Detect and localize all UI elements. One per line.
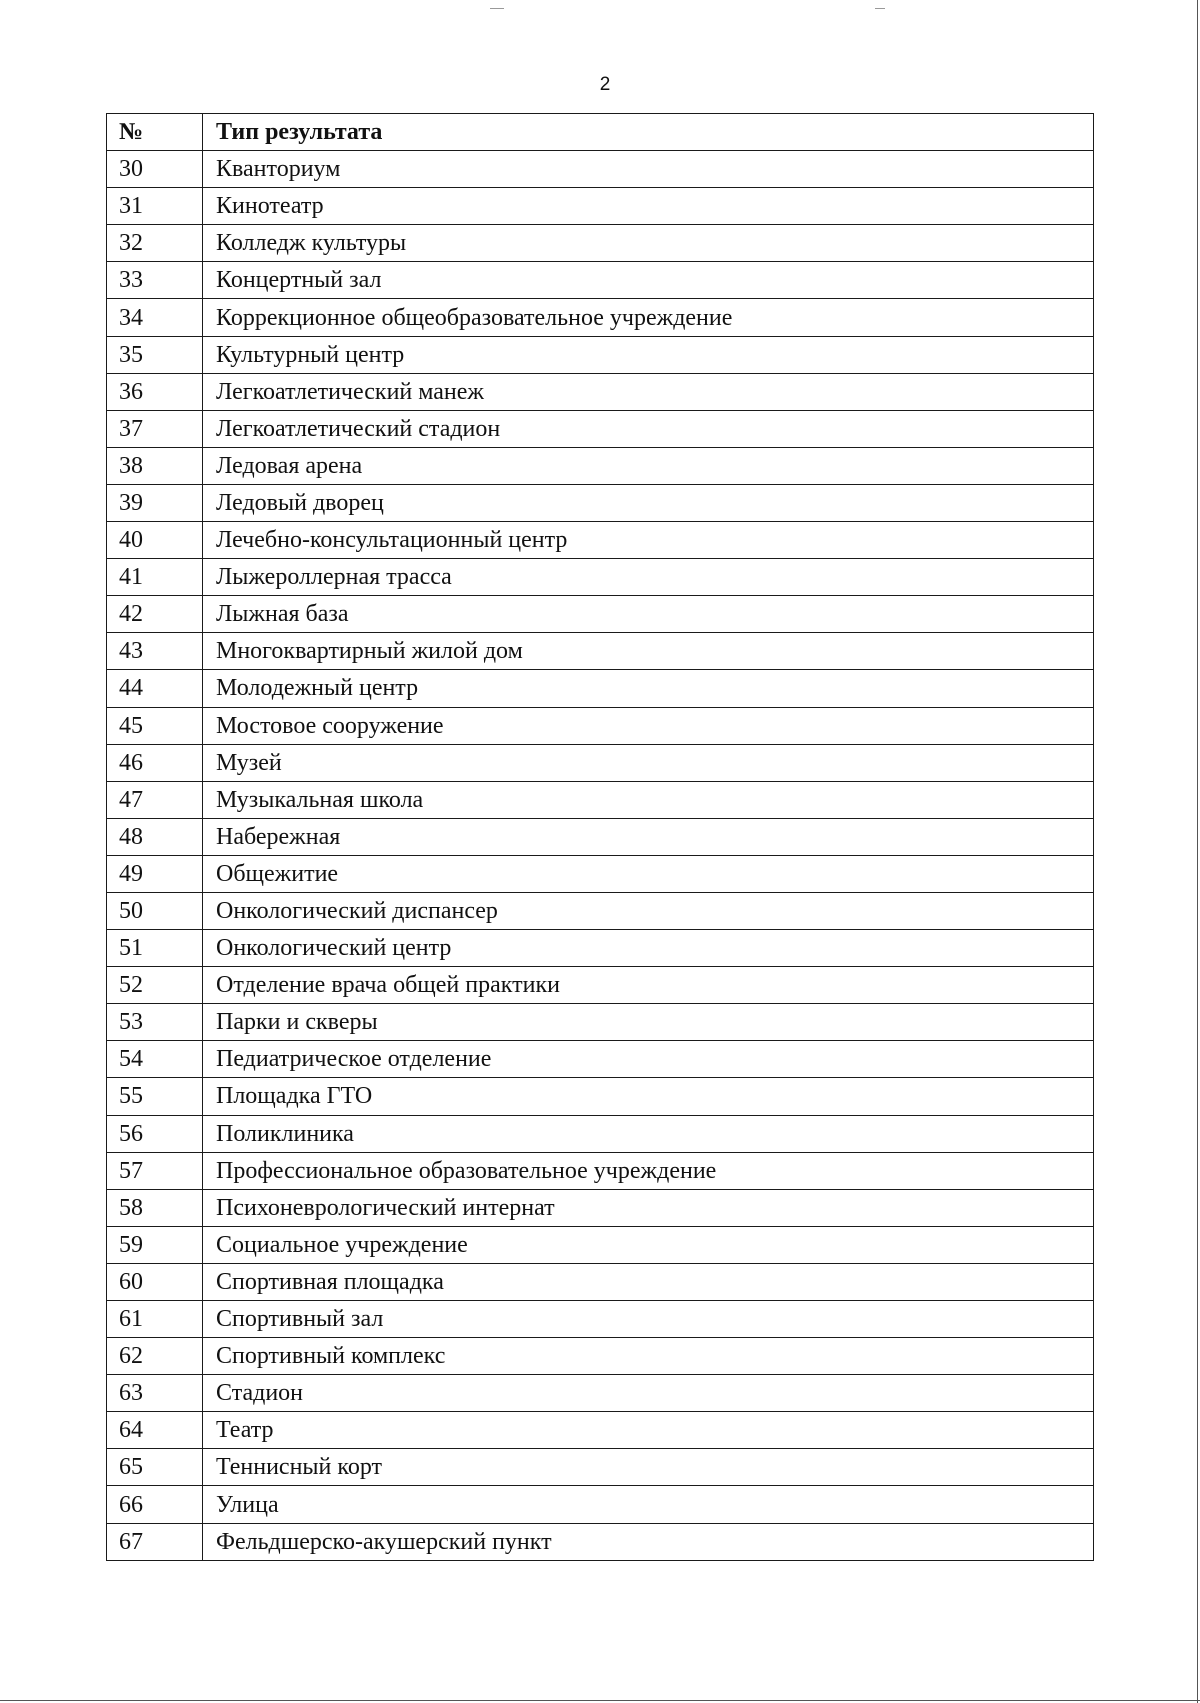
- row-type: Музей: [203, 744, 1094, 781]
- table-row: [107, 299, 1094, 336]
- result-type-table: [106, 113, 1094, 1561]
- row-number: 33: [107, 262, 203, 299]
- row-number: 44: [107, 670, 203, 707]
- row-number: 45: [107, 707, 203, 744]
- table-row: [107, 410, 1094, 447]
- row-number: 42: [107, 596, 203, 633]
- table-row: [107, 1486, 1094, 1523]
- table-row: [107, 262, 1094, 299]
- row-number: 31: [107, 188, 203, 225]
- table-row: [107, 1152, 1094, 1189]
- table-row: [107, 855, 1094, 892]
- row-number: 46: [107, 744, 203, 781]
- row-type: Лыжная база: [203, 596, 1094, 633]
- table-row: [107, 1226, 1094, 1263]
- row-number: 55: [107, 1078, 203, 1115]
- row-type: Спортивная площадка: [203, 1263, 1094, 1300]
- table-row: [107, 559, 1094, 596]
- table-row: [107, 1263, 1094, 1300]
- row-number: 40: [107, 522, 203, 559]
- row-number: 32: [107, 225, 203, 262]
- page-bottom-edge: [0, 1700, 1200, 1701]
- row-type: Кванториум: [203, 151, 1094, 188]
- row-number: 52: [107, 967, 203, 1004]
- table-row: [107, 1301, 1094, 1338]
- table-row: [107, 670, 1094, 707]
- table-row: [107, 633, 1094, 670]
- row-type: Площадка ГТО: [203, 1078, 1094, 1115]
- table-row: [107, 818, 1094, 855]
- row-type: Улица: [203, 1486, 1094, 1523]
- row-type: Фельдшерско-акушерский пункт: [203, 1523, 1094, 1560]
- row-number: 50: [107, 892, 203, 929]
- row-type: Набережная: [203, 818, 1094, 855]
- table-header-row: [107, 114, 1094, 151]
- table-row: [107, 1115, 1094, 1152]
- table-row: [107, 484, 1094, 521]
- table-row: [107, 1078, 1094, 1115]
- row-number: 66: [107, 1486, 203, 1523]
- row-type: Музыкальная школа: [203, 781, 1094, 818]
- header-type: Тип результата: [203, 114, 1094, 151]
- table-row: [107, 1449, 1094, 1486]
- table-row: [107, 744, 1094, 781]
- row-number: 59: [107, 1226, 203, 1263]
- scan-artifact: [490, 8, 504, 9]
- page-right-edge: [1197, 0, 1198, 1703]
- row-number: 30: [107, 151, 203, 188]
- page-number: 2: [599, 74, 611, 95]
- table-row: [107, 781, 1094, 818]
- table-row: [107, 1338, 1094, 1375]
- row-type: Лыжероллерная трасса: [203, 559, 1094, 596]
- table-row: [107, 336, 1094, 373]
- row-number: 41: [107, 559, 203, 596]
- row-number: 54: [107, 1041, 203, 1078]
- row-type: Коррекционное общеобразовательное учреждение: [203, 299, 1094, 336]
- scan-artifact: [875, 8, 885, 9]
- table-row: [107, 1189, 1094, 1226]
- table-row: [107, 930, 1094, 967]
- row-number: 43: [107, 633, 203, 670]
- row-type: Легкоатлетический стадион: [203, 410, 1094, 447]
- row-type: Колледж культуры: [203, 225, 1094, 262]
- row-number: 64: [107, 1412, 203, 1449]
- row-type: Психоневрологический интернат: [203, 1189, 1094, 1226]
- row-number: 60: [107, 1263, 203, 1300]
- row-type: Онкологический центр: [203, 930, 1094, 967]
- row-number: 37: [107, 410, 203, 447]
- row-type: Лечебно-консультационный центр: [203, 522, 1094, 559]
- row-type: Поликлиника: [203, 1115, 1094, 1152]
- row-type: Онкологический диспансер: [203, 892, 1094, 929]
- row-type: Легкоатлетический манеж: [203, 373, 1094, 410]
- table-row: [107, 151, 1094, 188]
- row-number: 65: [107, 1449, 203, 1486]
- row-number: 35: [107, 336, 203, 373]
- row-type: Культурный центр: [203, 336, 1094, 373]
- row-number: 58: [107, 1189, 203, 1226]
- row-number: 53: [107, 1004, 203, 1041]
- row-number: 49: [107, 855, 203, 892]
- row-type: Молодежный центр: [203, 670, 1094, 707]
- table-row: [107, 1004, 1094, 1041]
- table-row: [107, 1412, 1094, 1449]
- row-number: 48: [107, 818, 203, 855]
- table-row: [107, 188, 1094, 225]
- row-number: 62: [107, 1338, 203, 1375]
- row-type: Общежитие: [203, 855, 1094, 892]
- row-number: 57: [107, 1152, 203, 1189]
- row-number: 63: [107, 1375, 203, 1412]
- row-number: 61: [107, 1301, 203, 1338]
- row-type: Стадион: [203, 1375, 1094, 1412]
- table-row: [107, 1041, 1094, 1078]
- row-type: Педиатрическое отделение: [203, 1041, 1094, 1078]
- table-body: [107, 151, 1094, 1561]
- row-type: Ледовая арена: [203, 447, 1094, 484]
- row-number: 34: [107, 299, 203, 336]
- row-type: Концертный зал: [203, 262, 1094, 299]
- table-row: [107, 447, 1094, 484]
- row-type: Отделение врача общей практики: [203, 967, 1094, 1004]
- header-number: №: [107, 114, 203, 151]
- row-number: 67: [107, 1523, 203, 1560]
- table-row: [107, 522, 1094, 559]
- row-number: 51: [107, 930, 203, 967]
- table-row: [107, 1375, 1094, 1412]
- row-type: Спортивный зал: [203, 1301, 1094, 1338]
- row-type: Профессиональное образовательное учреждение: [203, 1152, 1094, 1189]
- table-row: [107, 596, 1094, 633]
- table-row: [107, 1523, 1094, 1560]
- row-type: Мостовое сооружение: [203, 707, 1094, 744]
- row-type: Спортивный комплекс: [203, 1338, 1094, 1375]
- row-type: Ледовый дворец: [203, 484, 1094, 521]
- row-number: 47: [107, 781, 203, 818]
- row-number: 36: [107, 373, 203, 410]
- row-number: 39: [107, 484, 203, 521]
- row-type: Кинотеатр: [203, 188, 1094, 225]
- table-row: [107, 373, 1094, 410]
- row-type: Театр: [203, 1412, 1094, 1449]
- row-type: Теннисный корт: [203, 1449, 1094, 1486]
- row-type: Парки и скверы: [203, 1004, 1094, 1041]
- row-number: 56: [107, 1115, 203, 1152]
- table-row: [107, 225, 1094, 262]
- table-row: [107, 892, 1094, 929]
- row-type: Социальное учреждение: [203, 1226, 1094, 1263]
- row-type: Многоквартирный жилой дом: [203, 633, 1094, 670]
- table-row: [107, 707, 1094, 744]
- table-row: [107, 967, 1094, 1004]
- row-number: 38: [107, 447, 203, 484]
